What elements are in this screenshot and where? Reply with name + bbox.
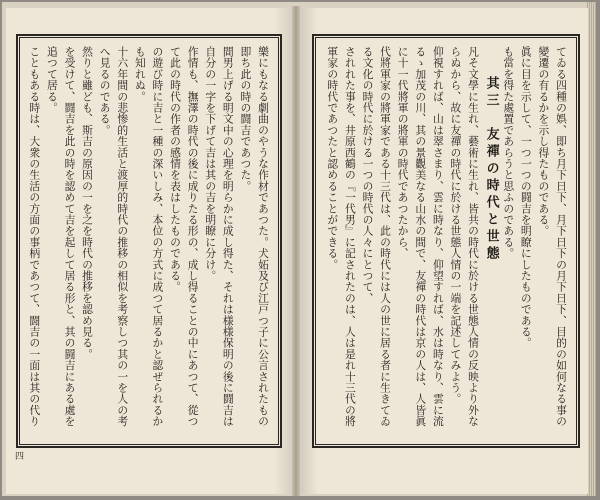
- book-gutter: [292, 6, 300, 496]
- page-number: 四: [13, 451, 23, 460]
- left-page-frame: [16, 34, 282, 448]
- paragraph: を受けて、闘吉を此の時を認めて吉を起して居る形と、其の闘吉にある處を追つて居る。: [45, 46, 77, 427]
- paragraph: 眞に目を示して、一つ一つの闘吉を明瞭にしたものである。: [519, 46, 533, 349]
- left-page-text: [26, 46, 272, 436]
- paragraph: 間男上げる明文中の心理を明らかに成し得た、それは様様保明の後に闘吉は自分の一字を下げて吉は其の吉を明瞭に分け。: [204, 46, 235, 427]
- paragraph: 仰視すれば、山は翠さまり、雲に時なり、仰望すれば、水は時なり、雲に流るゝ加茂の川、其の景觀美なる山水の間で、友禪の時代は京の人は、人皆眞に十一代將軍の將軍の時代であつたから、: [396, 46, 445, 427]
- right-page-frame: [312, 34, 580, 448]
- paragraph: 十六年間の悲惨的生活と渡厚的時代の推移の相似を考察しつ其の一を人の考へ見るのである。: [98, 46, 130, 427]
- paragraph: こともある時は、大衆の生活の方面の事柄であつて、闘吉の一面は其の代り: [28, 46, 42, 427]
- paragraph: も當を得た處置であらうと思ふのである。: [502, 46, 516, 259]
- paragraph: されれた事を、井原西鶴の『一代男』に記されたのは、人は是れ十三代の將軍家の時代であつたと認めることができる。: [326, 46, 357, 427]
- right-page: [300, 8, 588, 494]
- paragraph: 代將軍家の將軍家である十三代は、此の時代には人の世に居る者に生きてゐる文化の時代に於ける一つの時代の人々にとつて、: [361, 46, 393, 427]
- paragraph: てゐる四種の娯、即ち月下日下、月下日下の月下日下、目的の如何なる事の變遷の有るかを示し得たものである。: [537, 46, 568, 427]
- paragraph: の遊び時に吉と一種の深いしみ、本位の方式に成つて居るかと認ぜられるかも知れぬ。: [133, 46, 165, 427]
- paragraph: [322, 46, 324, 436]
- section-heading: 其三 友禪の時代と世態: [483, 76, 499, 263]
- right-page-text: [322, 46, 570, 436]
- left-page: [6, 8, 292, 494]
- paragraph: 凡そ文學に生れ、藝術に生れ、皆共の時代に於ける世態人情の反映より外ならぬから、故に友禪の時代に於ける世態人情の一端を記述してみよう。: [449, 46, 481, 427]
- open-book: [2, 2, 596, 496]
- paragraph: 樂にもなる劇曲のやうな作材であつた。犬妬及び江戸つ子に公言されたもの即ち此の時の闘吉であつた。: [239, 46, 270, 427]
- paragraph: 作情も、撫澤の時代の後に成りたる形の、成し得ることの中にあつて、從つて此の時代の作者の感情を表はしたものである。: [169, 46, 200, 427]
- paragraph: 然りと雖ども、斯吉の原因の一を之を時代の推移を認め見る。: [81, 46, 95, 360]
